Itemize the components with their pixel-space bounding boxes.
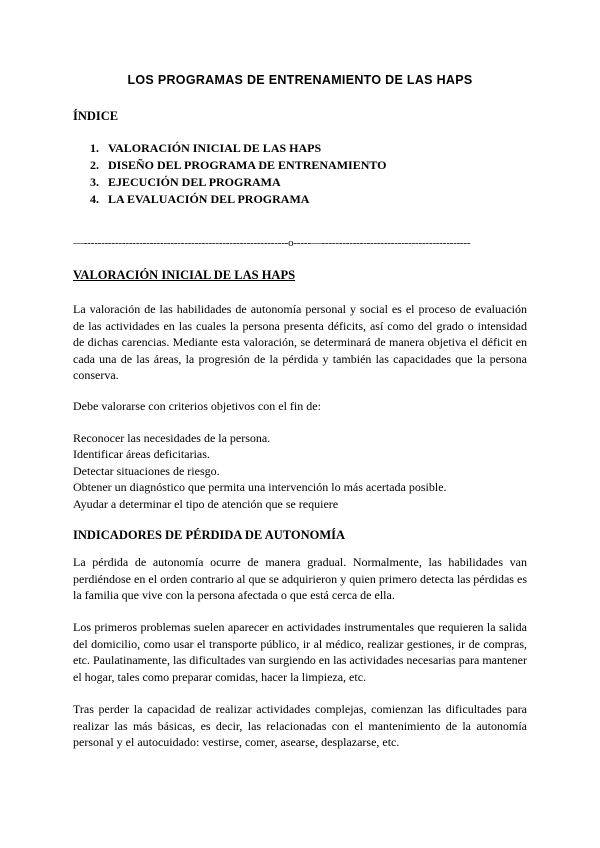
- toc-item: [90, 157, 386, 174]
- toc-item: [90, 191, 386, 208]
- paragraph-indicadores-3: Tras perder la capacidad de realizar actividades complejas, comienzan las dificultades para realizar las más básicas, es decir, las relacionadas con el mantenimiento de la autonomía personal y el autocuidado: vestirse, comer, asearse, desplazarse, etc.: [73, 702, 527, 750]
- toc-item: [90, 174, 386, 191]
- section-heading-indicadores: INDICADORES DE PÉRDIDA DE AUTONOMÍA: [73, 528, 346, 542]
- toc-item: [90, 140, 386, 157]
- index-heading: ÍNDICE: [73, 109, 119, 123]
- paragraph-indicadores-1: La pérdida de autonomía ocurre de manera gradual. Normalmente, las habilidades van perdiéndose en el orden contrario al que se adquirieron y quien primero detecta las pérdidas es la familia que vive con la persona afectada o que está cerca de ella.: [73, 555, 527, 603]
- list-item: Identificar áreas deficitarias.: [73, 447, 210, 462]
- toc-item-label: VALORACIÓN INICIAL DE LAS HAPS: [108, 141, 322, 155]
- document-title: LOS PROGRAMAS DE ENTRENAMIENTO DE LAS HAPS: [127, 73, 473, 87]
- section-separator: —-----------------------------------------------------------o-----—-------------------------------------------: [73, 237, 471, 249]
- section-heading-valoracion: VALORACIÓN INICIAL DE LAS HAPS: [73, 268, 296, 282]
- paragraph-indicadores-2: Los primeros problemas suelen aparecer en actividades instrumentales que requieren la salida del domicilio, como usar el transporte público, ir al médico, realizar gestiones, ir de compras, etc. Paulatinamente, las dificultades van surgiendo en las actividades necesarias para mantener el hogar, tales como preparar comidas, hacer la limpieza, etc.: [73, 620, 527, 684]
- toc-item-label: LA EVALUACIÓN DEL PROGRAMA: [108, 192, 310, 206]
- toc-item-number: 3.: [90, 175, 99, 189]
- purposes-list: [73, 430, 527, 512]
- paragraph-valoracion: La valoración de las habilidades de autonomía personal y social es el proceso de evaluación de las actividades en las cuales la persona presenta déficits, así como del grado o intensidad de dichas carencias. Mediante esta valoración, se determinará de manera objetiva el déficit en cada una de las áreas, la progresión de la pérdida y también las capacidades que la persona conserva.: [73, 302, 527, 383]
- toc-item-number: 1.: [90, 141, 99, 155]
- paragraph-criterios-intro: Debe valorarse con criterios objetivos con el fin de:: [73, 399, 321, 413]
- list-item: Obtener un diagnóstico que permita una intervención lo más acertada posible.: [73, 480, 447, 495]
- list-item: Reconocer las necesidades de la persona.: [73, 431, 271, 445]
- toc-item-label: EJECUCIÓN DEL PROGRAMA: [108, 175, 281, 189]
- toc-item-label: DISEÑO DEL PROGRAMA DE ENTRENAMIENTO: [108, 158, 387, 172]
- list-item: Ayudar a determinar el tipo de atención que se requiere: [73, 496, 339, 511]
- toc-item-number: 4.: [90, 192, 99, 206]
- list-item: Detectar situaciones de riesgo.: [73, 463, 220, 478]
- table-of-contents: [90, 140, 386, 208]
- toc-item-number: 2.: [90, 158, 99, 172]
